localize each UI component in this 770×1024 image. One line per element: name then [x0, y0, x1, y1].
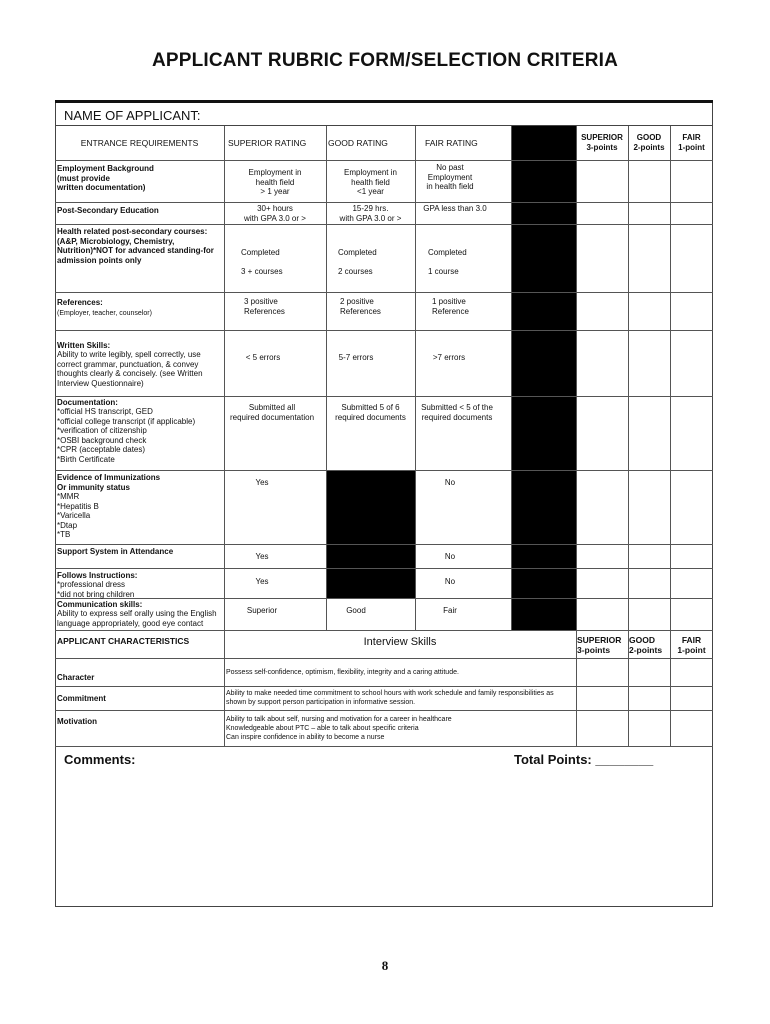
row-follows-instructions-sublabel: *professional dress *did not bring children	[57, 580, 135, 599]
row-documentation-fair: Submitted < 5 of the required documents	[421, 403, 493, 422]
header-black-block	[511, 126, 576, 160]
header-entrance-requirements: ENTRANCE REQUIREMENTS	[80, 138, 199, 148]
row-education-fair: GPA less than 3.0	[423, 204, 487, 213]
row-references-superior: 3 positive References	[244, 297, 285, 316]
comments-label: Comments:	[64, 752, 136, 767]
characteristic-character-desc: Possess self-confidence, optimism, flexibility, integrity and a caring attitude.	[226, 669, 459, 676]
row-references-good: 2 positive References	[340, 297, 381, 316]
row-support-system-fair: No	[444, 552, 456, 561]
row-documentation-good: Submitted 5 of 6 required documents	[335, 403, 406, 422]
header-fair-rating: FAIR RATING	[425, 138, 478, 148]
row-communication-sublabel: Ability to express self orally using the English language appropriately, good eye contact	[57, 609, 217, 628]
row-immunizations-superior: Yes	[255, 478, 269, 487]
row-references-fair: 1 positive Reference	[432, 297, 469, 316]
applicant-name-bar	[55, 100, 713, 126]
row-documentation-superior: Submitted all required documentation	[229, 403, 315, 422]
good-rating-black-block	[326, 470, 415, 598]
row-written-skills-good: 5-7 errors	[338, 353, 374, 362]
row-documentation-label: Documentation:	[57, 398, 118, 407]
characteristic-commitment-desc: Ability to make needed time commitment to school hours with work schedule and family responsibilities as shown by support person participation in informative session.	[226, 690, 554, 706]
row-communication-good: Good	[346, 606, 366, 615]
row-employment-fair: No past Employment in health field	[426, 163, 474, 191]
row-health-courses-superior: Completed 3 + courses	[241, 248, 283, 276]
characteristic-commitment-label: Commitment	[57, 694, 106, 703]
row-follows-instructions-superior: Yes	[255, 577, 269, 586]
row-health-courses-fair: Completed 1 course	[428, 248, 467, 276]
characteristics-score-good: GOOD 2-points	[629, 635, 663, 655]
row-written-skills-label: Written Skills:	[57, 341, 111, 350]
row-immunizations-fair: No	[444, 478, 456, 487]
rows-black-column	[511, 160, 576, 630]
row-references-label: References:	[57, 298, 103, 307]
characteristics-score-superior: SUPERIOR 3-points	[577, 635, 622, 655]
characteristic-character-label: Character	[57, 673, 95, 682]
header-score-superior: SUPERIOR 3-points	[581, 133, 623, 152]
row-education-good: 15-29 hrs. with GPA 3.0 or >	[339, 204, 402, 223]
interview-skills-header: Interview Skills	[363, 636, 437, 648]
row-written-skills-superior: < 5 errors	[245, 353, 281, 362]
header-score-fair: FAIR 1-point	[678, 133, 705, 152]
row-follows-instructions-label: Follows Instructions:	[57, 571, 138, 580]
header-good-rating: GOOD RATING	[328, 138, 388, 148]
total-points-label: Total Points: ________	[514, 752, 654, 767]
form-title: APPLICANT RUBRIC FORM/SELECTION CRITERIA	[151, 50, 619, 71]
row-communication-fair: Fair	[443, 606, 457, 615]
characteristic-motivation-desc: Ability to talk about self, nursing and motivation for a career in healthcare Knowledgeable about PTC – able to talk about specific criteria Can inspire confidence in ability to become a nurse	[226, 716, 452, 741]
row-follows-instructions-fair: No	[444, 577, 456, 586]
row-employment-good: Employment in health field <1 year	[344, 168, 397, 196]
row-references-sublabel: (Employer, teacher, counselor)	[57, 310, 152, 317]
row-communication-superior: Superior	[246, 606, 278, 615]
row-education-superior: 30+ hours with GPA 3.0 or >	[244, 204, 306, 223]
header-superior-rating: SUPERIOR RATING	[228, 138, 307, 148]
row-written-skills-fair: >7 errors	[432, 353, 466, 362]
row-employment-superior: Employment in health field > 1 year	[248, 168, 302, 196]
row-support-system-label: Support System in Attendance	[57, 547, 174, 556]
characteristics-header: APPLICANT CHARACTERISTICS	[57, 636, 190, 646]
row-health-courses-good: Completed 2 courses	[338, 248, 377, 276]
characteristic-motivation-label: Motivation	[57, 717, 97, 726]
row-immunizations-label: Evidence of Immunizations Or immunity status	[57, 473, 161, 492]
row-education-label: Post-Secondary Education	[57, 206, 159, 215]
row-documentation-sublabel: *official HS transcript, GED *official college transcript (if applicable) *verification of citizenship *OSBI background check *CPR (acceptable dates) *Birth Certificate	[57, 407, 196, 464]
row-immunizations-sublabel: *MMR *Hepatitis B *Varicella *Dtap *TB	[57, 492, 99, 539]
row-written-skills-sublabel: Ability to write legibly, spell correctly, use correct grammar, punctuation, & convey thoughts clearly & concisely. (see Written Interview Questionnaire)	[57, 350, 203, 388]
row-employment-label: Employment Background (must provide written documentation)	[57, 164, 154, 192]
applicant-name-label: NAME OF APPLICANT:	[64, 108, 201, 123]
header-score-good: GOOD 2-points	[633, 133, 665, 152]
row-communication-label: Communication skills:	[57, 600, 143, 609]
characteristics-score-fair: FAIR 1-point	[677, 635, 706, 655]
row-support-system-superior: Yes	[255, 552, 269, 561]
page-number: 8	[381, 958, 389, 973]
row-health-courses-label: Health related post-secondary courses: (A&P, Microbiology, Chemistry, Nutrition)*NOT for advanced standing-for admission points only	[57, 227, 214, 265]
